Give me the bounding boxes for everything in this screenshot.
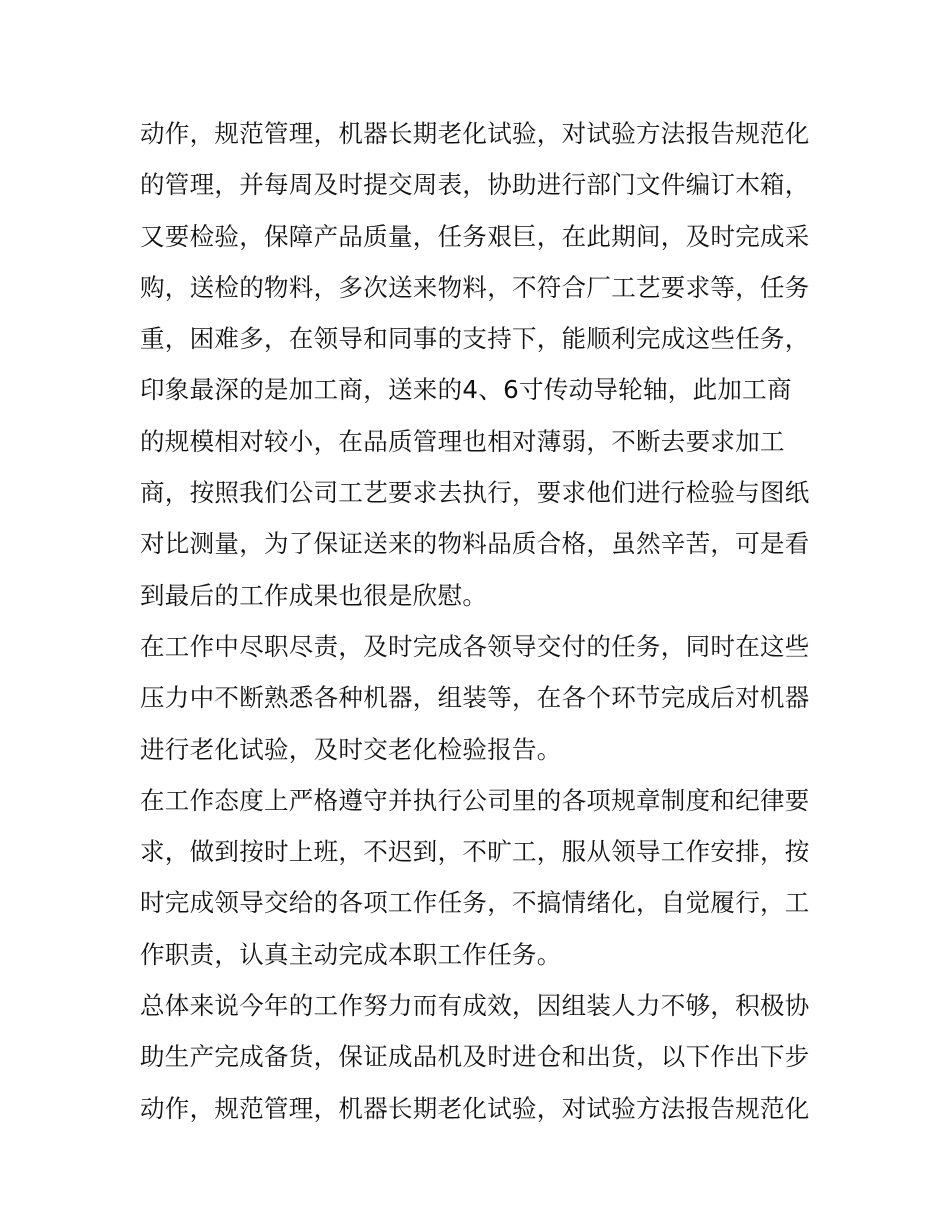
text-line: 时完成领导交给的各项工作任务，不搞情绪化，自觉履行，工: [140, 888, 810, 918]
text-line: 作职责，认真主动完成本职工作任务。: [140, 939, 562, 969]
text-line: 又要检验，保障产品质量，任务艰巨，在此期间，及时完成采: [140, 221, 810, 251]
text-line: 助生产完成备货，保证成品机及时进仓和出货，以下作出下步: [140, 1042, 810, 1072]
text-line: 总体来说今年的工作努力而有成效，因组装人力不够，积极协: [140, 991, 810, 1021]
text-line: 动作，规范管理，机器长期老化试验，对试验方法报告规范化: [140, 1093, 810, 1123]
document-body: [140, 108, 812, 1134]
text-line: 动作，规范管理，机器长期老化试验，对试验方法报告规范化: [140, 119, 810, 148]
text-line: 在工作中尽职尽责，及时完成各领导交付的任务，同时在这些: [140, 631, 810, 661]
text-line: 在工作态度上严格遵守并执行公司里的各项规章制度和纪律要: [140, 785, 810, 815]
text-line: 购，送检的物料，多次送来物料，不符合厂工艺要求等，任务: [140, 272, 810, 302]
text-line: 重，困难多，在领导和同事的支持下，能顺利完成这些任务，: [140, 324, 810, 354]
text-line: 印象最深的是加工商，送来的4、6寸传动导轮轴，此加工商: [140, 375, 792, 405]
text-line: 求，做到按时上班，不迟到，不旷工，服从领导工作安排，按: [140, 837, 810, 867]
text-line: 的管理，并每周及时提交周表，协助进行部门文件编订木箱，: [140, 170, 810, 200]
text-line: 对比测量，为了保证送来的物料品质合格，虽然辛苦，可是看: [140, 529, 810, 559]
text-line: 进行老化试验，及时交老化检验报告。: [140, 734, 562, 764]
text-line: 到最后的工作成果也很是欣慰。: [140, 580, 488, 610]
text-line: 商，按照我们公司工艺要求去执行，要求他们进行检验与图纸: [140, 478, 810, 508]
text-line: 的规模相对较小，在品质管理也相对薄弱，不断去要求加工: [140, 426, 785, 456]
text-line: 压力中不断熟悉各种机器，组装等，在各个环节完成后对机器: [140, 683, 810, 713]
